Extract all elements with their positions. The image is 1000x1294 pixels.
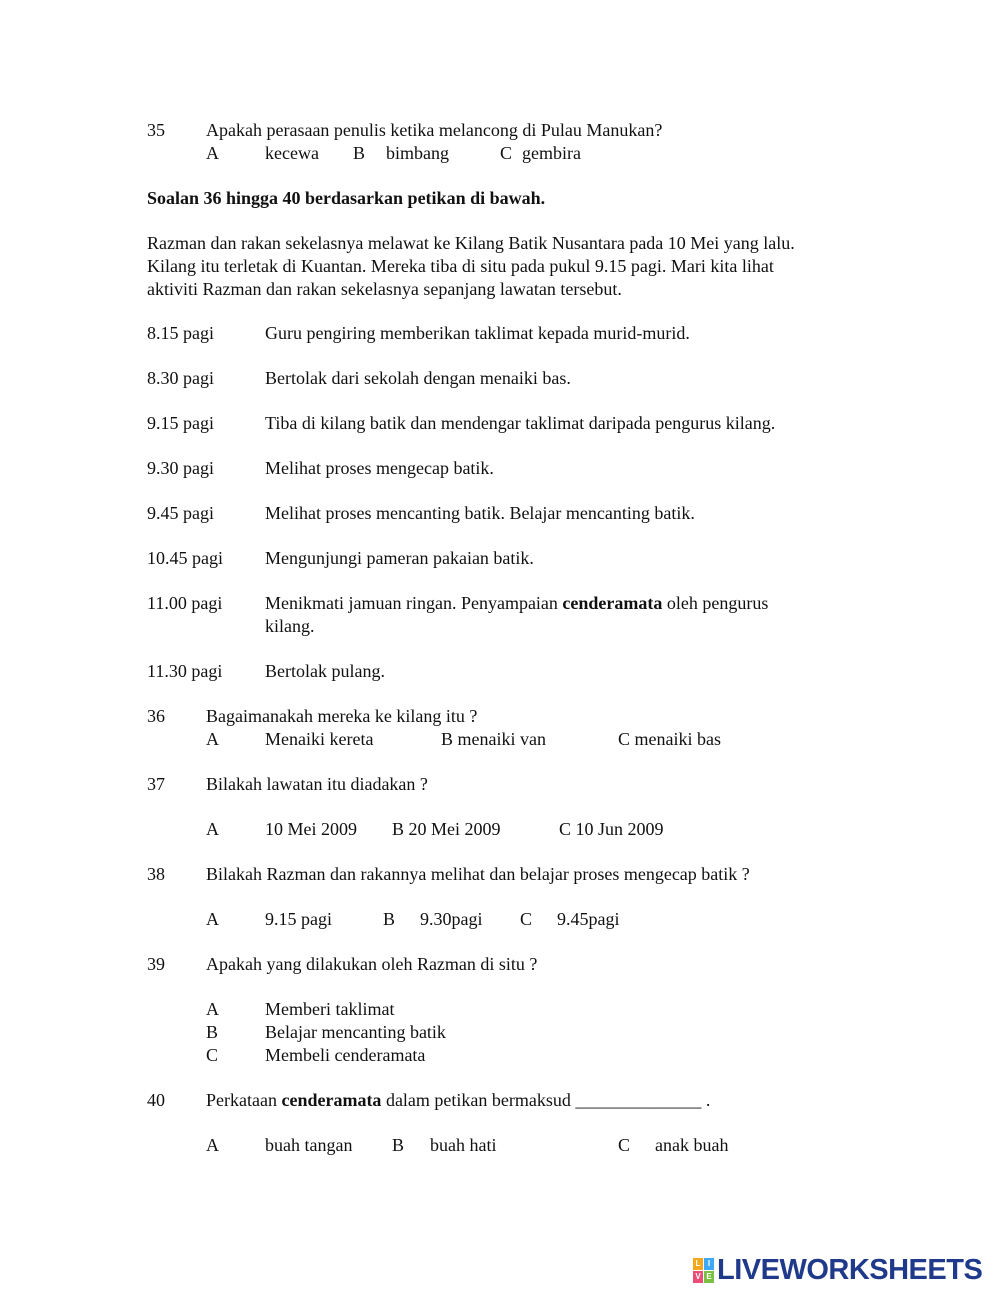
question-text-part: dalam petikan bermaksud ______________ . [381, 1090, 711, 1110]
option-letter[interactable]: B [353, 143, 366, 163]
question-number: 36 [147, 706, 165, 726]
question-text-part: Perkataan [206, 1090, 282, 1110]
option-letter[interactable]: B [383, 909, 396, 929]
liveworksheets-icon [693, 1258, 713, 1282]
option-text[interactable]: Menaiki kereta [265, 729, 374, 749]
activity-text: Menikmati jamuan ringan. Penyampaian [265, 593, 563, 613]
option-text[interactable]: buah tangan [265, 1135, 353, 1155]
keyword-cenderamata: cenderamata [562, 593, 663, 613]
option-letter[interactable]: C [206, 1045, 219, 1065]
schedule-time: 8.15 pagi [147, 323, 214, 343]
option-letter[interactable]: A [206, 909, 219, 929]
option-text[interactable]: buah hati [430, 1135, 497, 1155]
option-b[interactable]: B 20 Mei 2009 [392, 819, 501, 839]
schedule-activity: Tiba di kilang batik dan mendengar taklimat daripada pengurus kilang. [265, 413, 776, 433]
schedule-time: 11.30 pagi [147, 661, 223, 681]
question-number: 37 [147, 774, 165, 794]
activity-text: oleh pengurus [662, 593, 769, 613]
question-text: Bilakah Razman dan rakannya melihat dan belajar proses mengecap batik ? [206, 864, 750, 884]
option-b[interactable]: B menaiki van [441, 729, 546, 749]
schedule-activity: Bertolak pulang. [265, 661, 385, 681]
question-number: 39 [147, 954, 165, 974]
option-letter[interactable]: C [500, 143, 513, 163]
option-text[interactable]: 10 Mei 2009 [265, 819, 357, 839]
liveworksheets-logo[interactable] [693, 1255, 982, 1285]
option-letter[interactable]: A [206, 143, 219, 163]
schedule-time: 9.15 pagi [147, 413, 214, 433]
option-text[interactable]: Memberi taklimat [265, 999, 395, 1019]
option-text[interactable]: kecewa [265, 143, 319, 163]
option-text[interactable]: Belajar mencanting batik [265, 1022, 446, 1042]
question-number: 40 [147, 1090, 165, 1110]
passage-line: Razman dan rakan sekelasnya melawat ke Kilang Batik Nusantara pada 10 Mei yang lalu. [147, 233, 795, 253]
option-text[interactable]: Membeli cenderamata [265, 1045, 426, 1065]
schedule-activity: Melihat proses mencanting batik. Belajar mencanting batik. [265, 503, 695, 523]
schedule-activity: Mengunjungi pameran pakaian batik. [265, 548, 534, 568]
schedule-time: 8.30 pagi [147, 368, 214, 388]
logo-letter-l: L [693, 1258, 703, 1270]
logo-letter-i: I [704, 1258, 714, 1270]
option-c[interactable]: C menaiki bas [618, 729, 721, 749]
question-text: Bagaimanakah mereka ke kilang itu ? [206, 706, 478, 726]
option-letter[interactable]: A [206, 1135, 219, 1155]
logo-letter-v: V [693, 1271, 703, 1283]
option-letter[interactable]: A [206, 819, 219, 839]
option-letter[interactable]: C [618, 1135, 631, 1155]
option-letter[interactable]: B [206, 1022, 219, 1042]
passage-line: Kilang itu terletak di Kuantan. Mereka tiba di situ pada pukul 9.15 pagi. Mari kita lihat [147, 256, 774, 276]
passage-line: aktiviti Razman dan rakan sekelasnya sepanjang lawatan tersebut. [147, 279, 622, 299]
question-text: Bilakah lawatan itu diadakan ? [206, 774, 428, 794]
question-number: 35 [147, 120, 165, 140]
logo-letter-e: E [704, 1271, 714, 1283]
option-text[interactable]: gembira [522, 143, 581, 163]
option-letter[interactable]: A [206, 999, 219, 1019]
schedule-time: 10.45 pagi [147, 548, 223, 568]
schedule-time: 11.00 pagi [147, 593, 223, 613]
logo-text: LIVEWORKSHEETS [717, 1253, 983, 1286]
schedule-activity: Melihat proses mengecap batik. [265, 458, 494, 478]
question-text [206, 1089, 710, 1111]
section-heading: Soalan 36 hingga 40 berdasarkan petikan di bawah. [147, 188, 546, 208]
schedule-activity: Bertolak dari sekolah dengan menaiki bas. [265, 368, 571, 388]
option-text[interactable]: 9.45pagi [557, 909, 620, 929]
keyword-cenderamata: cenderamata [281, 1090, 382, 1110]
option-letter[interactable]: A [206, 729, 219, 749]
schedule-time: 9.45 pagi [147, 503, 214, 523]
schedule-activity [265, 592, 768, 614]
option-c[interactable]: C 10 Jun 2009 [559, 819, 664, 839]
question-text: Apakah perasaan penulis ketika melancong di Pulau Manukan? [206, 120, 663, 140]
option-text[interactable]: anak buah [655, 1135, 729, 1155]
option-text[interactable]: 9.15 pagi [265, 909, 332, 929]
question-number: 38 [147, 864, 165, 884]
option-text[interactable]: bimbang [386, 143, 449, 163]
schedule-activity-continued: kilang. [265, 616, 315, 636]
schedule-activity: Guru pengiring memberikan taklimat kepada murid-murid. [265, 323, 690, 343]
option-text[interactable]: 9.30pagi [420, 909, 483, 929]
option-letter[interactable]: B [392, 1135, 405, 1155]
schedule-time: 9.30 pagi [147, 458, 214, 478]
option-letter[interactable]: C [520, 909, 533, 929]
question-text: Apakah yang dilakukan oleh Razman di situ ? [206, 954, 538, 974]
